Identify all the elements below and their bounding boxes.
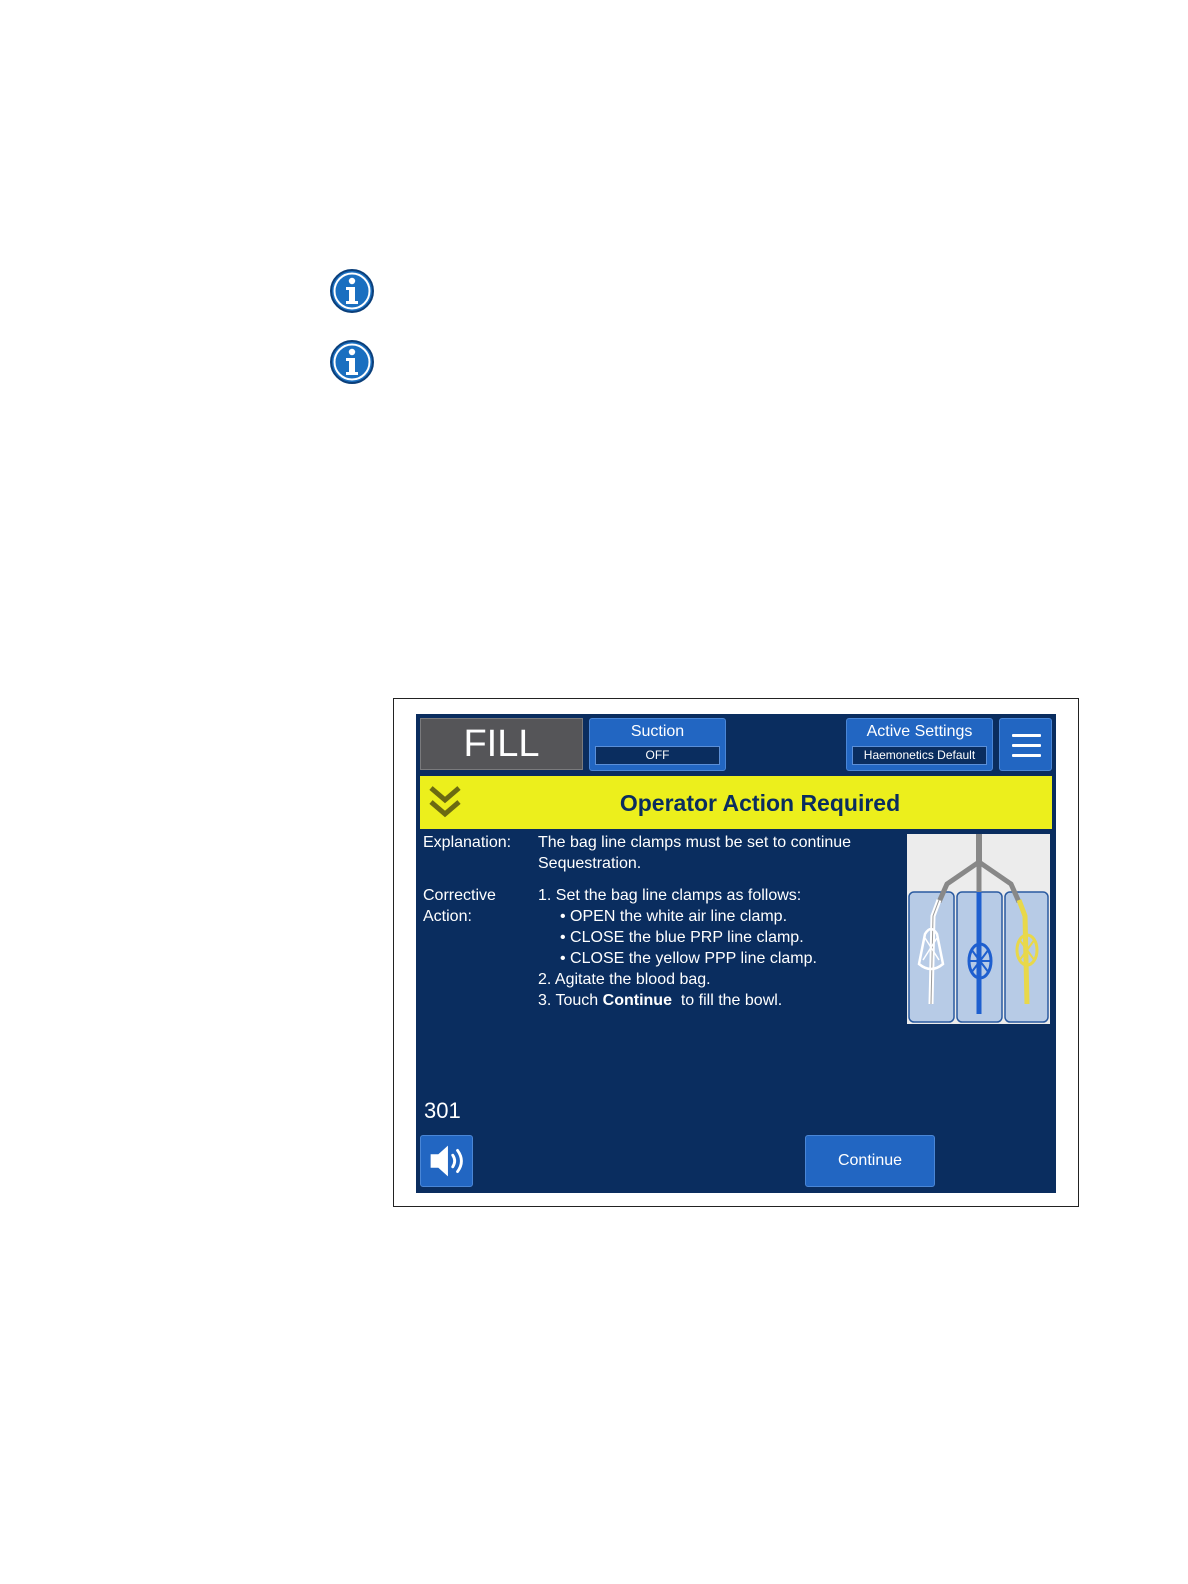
explanation-label: Explanation:	[423, 834, 512, 851]
corrective-label-line: Action:	[423, 908, 472, 925]
step-3	[538, 990, 817, 1011]
menu-button[interactable]	[999, 718, 1052, 771]
suction-button[interactable]	[589, 718, 726, 771]
active-settings-label: Active Settings	[866, 723, 973, 740]
alert-banner	[420, 776, 1052, 829]
device-screen	[416, 714, 1056, 1193]
step-1-bullet: • CLOSE the blue PRP line clamp.	[560, 929, 804, 946]
suction-value: OFF	[595, 746, 720, 765]
mode-indicator: FILL	[420, 718, 583, 770]
explanation-line: Sequestration.	[538, 855, 642, 872]
corrective-action-label	[423, 885, 496, 927]
step-2: 2. Agitate the blood bag.	[538, 971, 711, 988]
corrective-action-steps	[538, 885, 817, 1011]
step-1: 1. Set the bag line clamps as follows:	[538, 887, 802, 904]
alert-code: 301	[424, 1098, 461, 1123]
alert-title: Operator Action Required	[619, 790, 901, 816]
step-3-prefix: 3. Touch	[538, 992, 603, 1009]
explanation-text	[538, 832, 851, 874]
step-3-keyword: Continue	[602, 992, 672, 1009]
active-settings-button[interactable]	[846, 718, 993, 771]
screenshot-frame	[393, 698, 1079, 1207]
info-icon	[329, 268, 375, 314]
active-settings-value: Haemonetics Default	[852, 746, 987, 765]
explanation-line: The bag line clamps must be set to continue	[538, 834, 852, 851]
sound-button[interactable]	[420, 1135, 473, 1187]
suction-label: Suction	[630, 723, 685, 740]
corrective-label-line: Corrective	[423, 887, 496, 904]
continue-button[interactable]: Continue	[805, 1135, 935, 1187]
step-1-bullet: • CLOSE the yellow PPP line clamp.	[560, 950, 817, 967]
step-1-bullet: • OPEN the white air line clamp.	[560, 908, 788, 925]
bag-line-clamps-illustration	[907, 834, 1050, 1024]
speaker-icon	[421, 1136, 472, 1186]
info-icon	[329, 339, 375, 385]
step-3-suffix: to fill the bowl.	[671, 992, 783, 1009]
